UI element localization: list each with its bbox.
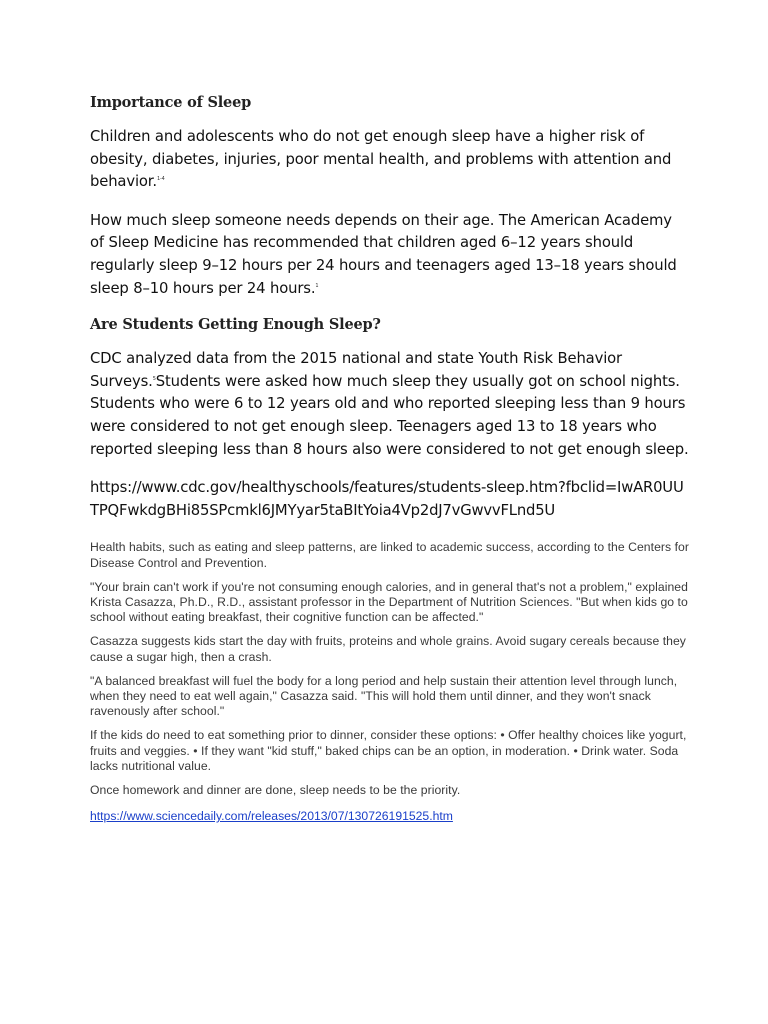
article-paragraph: If the kids do need to eat something prior to dinner, consider these options: • Offer healthy choices like yogurt, fruits and veggies. • If they want "kid stuff," baked chips can be an option, in moderation. • Drink water. Soda lacks nutritional value. bbox=[90, 728, 687, 773]
paragraph-text: Students were asked how much sleep they usually got on school nights. Students who were 6 to 12 years old and who reported sleeping less than 9 hours were considered to not get enough sleep. Teenagers aged 13 to 18 years who reported sleeping less than 8 hours also were considered to not get enough sleep. bbox=[90, 372, 689, 458]
paragraph-text: CDC analyzed data from the 2015 national and state Youth Risk Behavior Surveys. bbox=[90, 350, 622, 390]
reference-marker: 5 bbox=[152, 375, 156, 382]
document-page bbox=[90, 92, 690, 825]
article-paragraph: Health habits, such as eating and sleep patterns, are linked to academic success, according to the Centers for Disease Control and Prevention. bbox=[90, 540, 689, 570]
paragraph-cdc-analysis bbox=[90, 348, 690, 461]
paragraph-sleep-needs bbox=[90, 210, 690, 300]
cdc-url-text: https://www.cdc.gov/healthyschools/features/students-sleep.htm?fbclid=IwAR0UUTPQFwkdgBHi85SPcmkl6JMYyar5taBItYoia4Vp2dJ7vGwvvFLnd5U bbox=[90, 479, 684, 519]
article-paragraph: Casazza suggests kids start the day with fruits, proteins and whole grains. Avoid sugary cereals because they cause a sugar high, then a crash. bbox=[90, 634, 686, 664]
reference-marker: 1 bbox=[315, 282, 319, 289]
article-paragraph: "Your brain can't work if you're not consuming enough calories, and in general that's not a problem," explained Krista Casazza, Ph.D., R.D., assistant professor in the Department of Nutrition Sciences. "But when kids go to school without eating breakfast, their cognitive function can be affected." bbox=[90, 579, 688, 625]
paragraph-sleep-risks bbox=[90, 126, 690, 194]
reference-marker: 1-4 bbox=[156, 176, 165, 183]
article-paragraph: "A balanced breakfast will fuel the body for a long period and help sustain their attention level through lunch, when they need to eat well again," Casazza said. "This will hold them until dinner, and they won't snack ravenously after school." bbox=[90, 673, 678, 719]
section-heading-enough-sleep: Are Students Getting Enough Sleep? bbox=[90, 316, 381, 334]
paragraph-text: How much sleep someone needs depends on their age. The American Academy of Sleep Medicine has recommended that children aged 6–12 years should regularly sleep 9–12 hours per 24 hours and teenagers aged 13–18 years should sleep 8–10 hours per 24 hours. bbox=[90, 211, 677, 297]
section-heading-importance-of-sleep: Importance of Sleep bbox=[90, 94, 252, 111]
paragraph-text: Children and adolescents who do not get enough sleep have a higher risk of obesity, diabetes, injuries, poor mental health, and problems with attention and behavior. bbox=[90, 128, 672, 191]
sciencedaily-link[interactable]: https://www.sciencedaily.com/releases/2013/07/130726191525.htm bbox=[90, 809, 453, 824]
article-paragraph: Once homework and dinner are done, sleep needs to be the priority. bbox=[90, 782, 461, 797]
